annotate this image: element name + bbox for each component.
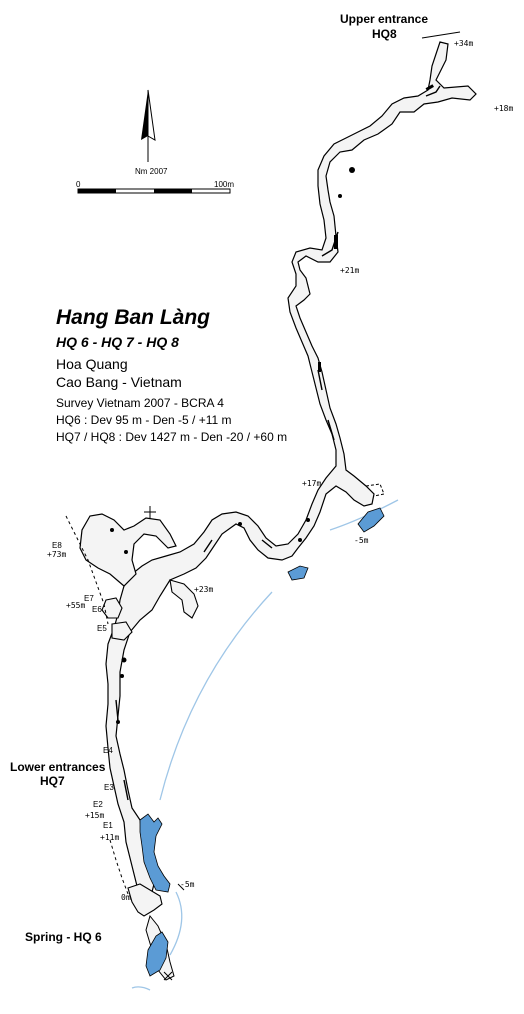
elevation-minus5-lower: -5m bbox=[180, 880, 195, 889]
surface-stream-line-lower bbox=[170, 892, 182, 955]
elevation-plus55: +55m bbox=[66, 601, 86, 610]
north-arrow bbox=[141, 90, 155, 162]
elevation-plus73: +73m bbox=[47, 550, 67, 559]
lower-entrances-label: Lower entrances bbox=[10, 760, 106, 774]
hq7-label: HQ7 bbox=[40, 774, 65, 788]
entrance-e3: E3 bbox=[104, 783, 114, 792]
map-title: Hang Ban Làng bbox=[56, 306, 211, 329]
stream-line-bottom bbox=[132, 987, 150, 990]
scale-bar bbox=[78, 189, 230, 193]
elevation-plus11: +11m bbox=[100, 833, 120, 842]
map-subtitle: HQ 6 - HQ 7 - HQ 8 bbox=[56, 334, 179, 350]
entrance-e7: E7 bbox=[84, 594, 94, 603]
stats-hq7-hq8: HQ7 / HQ8 : Dev 1427 m - Den -20 / +60 m bbox=[56, 430, 288, 444]
elevation-plus17: +17m bbox=[302, 479, 322, 488]
location-line1: Hoa Quang bbox=[56, 356, 128, 372]
elevation-plus23: +23m bbox=[194, 585, 214, 594]
water-pools bbox=[140, 508, 384, 976]
scale-end-label: 100m bbox=[214, 180, 235, 189]
elevation-plus34: +34m bbox=[454, 39, 474, 48]
survey-info: Survey Vietnam 2007 - BCRA 4 bbox=[56, 396, 224, 410]
north-label: Nm 2007 bbox=[135, 167, 168, 176]
entrance-e2: E2 bbox=[93, 800, 103, 809]
side-pocket-e6 bbox=[102, 598, 122, 618]
spring-label: Spring - HQ 6 bbox=[25, 930, 102, 944]
entrance-e6: E6 bbox=[92, 605, 102, 614]
elevation-zero: 0m bbox=[121, 893, 131, 902]
elevation-plus18: +18m bbox=[494, 104, 514, 113]
scale-start-label: 0 bbox=[76, 180, 81, 189]
entrance-e4: E4 bbox=[103, 746, 113, 755]
entrance-e8: E8 bbox=[52, 541, 62, 550]
entrance-e5: E5 bbox=[97, 624, 107, 633]
entrance-e1: E1 bbox=[103, 821, 113, 830]
upper-entrance-label: Upper entrance bbox=[340, 12, 429, 26]
surface-stream-line bbox=[160, 592, 272, 800]
stats-hq6: HQ6 : Dev 95 m - Den -5 / +11 m bbox=[56, 413, 232, 427]
elevation-minus5-upper: -5m bbox=[354, 536, 369, 545]
elevation-plus15: +15m bbox=[85, 811, 105, 820]
location-line2: Cao Bang - Vietnam bbox=[56, 374, 182, 390]
upper-entrance-line bbox=[422, 32, 460, 38]
hq8-label: HQ8 bbox=[372, 27, 397, 41]
elevation-plus21: +21m bbox=[340, 266, 360, 275]
